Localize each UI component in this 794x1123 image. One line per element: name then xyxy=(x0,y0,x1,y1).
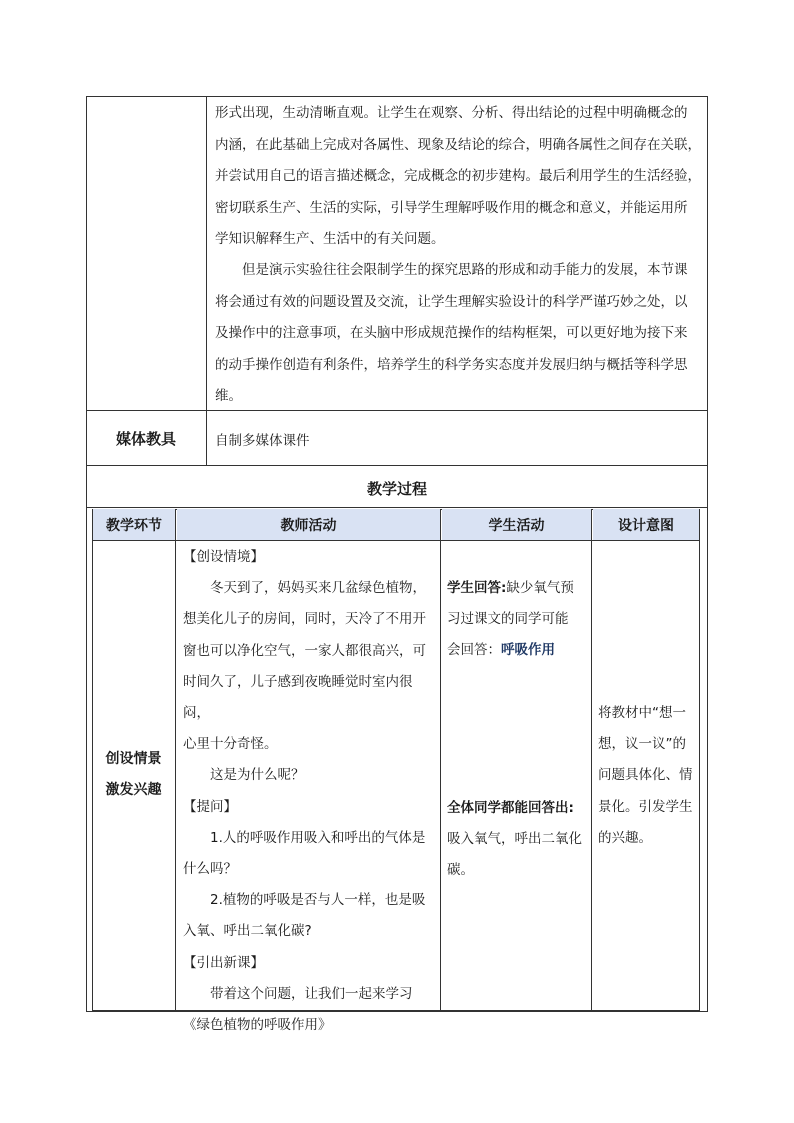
teacher-line: 冬天到了，妈妈买来几盆绿色植物， xyxy=(210,580,426,597)
teacher-activity xyxy=(183,542,437,1041)
student-answer-text: 缺少氧气预 xyxy=(506,580,574,596)
text-line: 学知识解释生产、生活中的有关问题。 xyxy=(215,231,445,247)
student-answer-prefix: 会回答： xyxy=(447,642,501,659)
teacher-line: 带着这个问题，让我们一起来学习 xyxy=(210,985,413,1002)
student-line: 习过课文的同学可能 xyxy=(447,611,569,628)
media-label: 媒体教具 xyxy=(115,430,176,448)
teacher-line: 入氧、呼出二氧化碳? xyxy=(183,923,312,940)
media-value: 自制多媒体课件 xyxy=(215,433,310,449)
teacher-line: 《绿色植物的呼吸作用》 xyxy=(183,1017,332,1034)
text-line: 内涵，在此基础上完成对各属性、现象及结论的综合，明确各属性之间存在关联， xyxy=(215,136,701,153)
intent-line: 的兴趣。 xyxy=(598,829,652,846)
header-student: 学生活动 xyxy=(442,509,591,540)
student-answer-keyword: 呼吸作用 xyxy=(501,642,555,659)
text-line: 及操作中的注意事项，在头脑中形成规范操作的结构框架，可以更好地为接下来 xyxy=(215,325,688,341)
intent-line: 将教材中“想一 xyxy=(598,705,686,721)
teacher-line: 想美化儿子的房间，同时，天冷了不用开 xyxy=(183,611,426,628)
divider xyxy=(175,509,176,1011)
student-line: 吸入氧气，呼出二氧化 xyxy=(447,831,582,848)
teacher-line: 1.人的呼吸作用吸入和呼出的气体是 xyxy=(210,829,426,846)
intro-paragraph-2 xyxy=(215,255,701,413)
text-line: 形式出现，生动清晰直观。让学生在观察、分析、得出结论的过程中明确概念的 xyxy=(215,105,688,121)
stage-cell xyxy=(92,744,175,806)
process-table xyxy=(92,509,700,1034)
design-intent xyxy=(598,698,698,854)
header-stage: 教学环节 xyxy=(93,509,175,540)
teacher-line: 什么吗？ xyxy=(183,861,237,878)
text-line: 的动手操作创造有利条件，培养学生的科学务实态度并发展归纳与概括等科学思 xyxy=(215,356,688,373)
student-line xyxy=(447,635,589,666)
intent-line: 问题具体化、情 xyxy=(598,767,693,784)
student-activity-all xyxy=(447,793,589,887)
intent-line: 想，议一议”的 xyxy=(598,736,686,753)
teacher-line: 这是为什么呢？ xyxy=(210,767,305,784)
intent-line: 景化。引发学生 xyxy=(598,798,693,815)
student-activity xyxy=(447,573,589,667)
teacher-line: 【引出新课】 xyxy=(183,954,264,971)
student-all-label: 全体同学都能回答出: xyxy=(447,800,574,816)
stage-line: 创设情景 xyxy=(105,751,162,767)
student-line xyxy=(447,573,589,604)
teacher-line: 时间久了，儿子感到夜晚睡觉时室内很闷， xyxy=(183,673,413,722)
teacher-line: 【提问】 xyxy=(183,798,237,815)
process-title: 教学过程 xyxy=(366,480,427,498)
text-line: 并尝试用自己的语言描述概念，完成概念的初步建构。最后利用学生的生活经验， xyxy=(215,168,701,184)
teacher-line: 窗也可以净化空气，一家人都很高兴，可 xyxy=(183,642,426,659)
divider xyxy=(86,465,708,466)
divider xyxy=(92,540,700,541)
divider xyxy=(86,507,708,508)
student-answer-label: 学生回答: xyxy=(447,580,507,596)
text-line: 将会通过有效的问题设置及交流，让学生理解实验设计的科学严谨巧妙之处，以 xyxy=(215,293,688,310)
divider xyxy=(440,509,441,1011)
stage-line: 激发兴趣 xyxy=(105,782,162,798)
divider xyxy=(591,509,592,1011)
teacher-line: 【创设情境】 xyxy=(183,549,264,565)
header-teacher: 教师活动 xyxy=(177,509,440,540)
teacher-line: 2.植物的呼吸是否与人一样，也是吸 xyxy=(210,892,426,909)
header-intent: 设计意图 xyxy=(593,509,699,540)
student-line: 碳。 xyxy=(447,862,474,879)
intro-paragraph-1 xyxy=(215,98,701,256)
text-line: 维。 xyxy=(215,388,242,404)
teacher-line: 心里十分奇怪。 xyxy=(183,736,278,753)
text-line: 但是演示实验往往会限制学生的探究思路的形成和动手能力的发展，本节课 xyxy=(242,262,688,278)
text-line: 密切联系生产、生活的实际，引导学生理解呼吸作用的概念和意义，并能运用所 xyxy=(215,199,688,216)
